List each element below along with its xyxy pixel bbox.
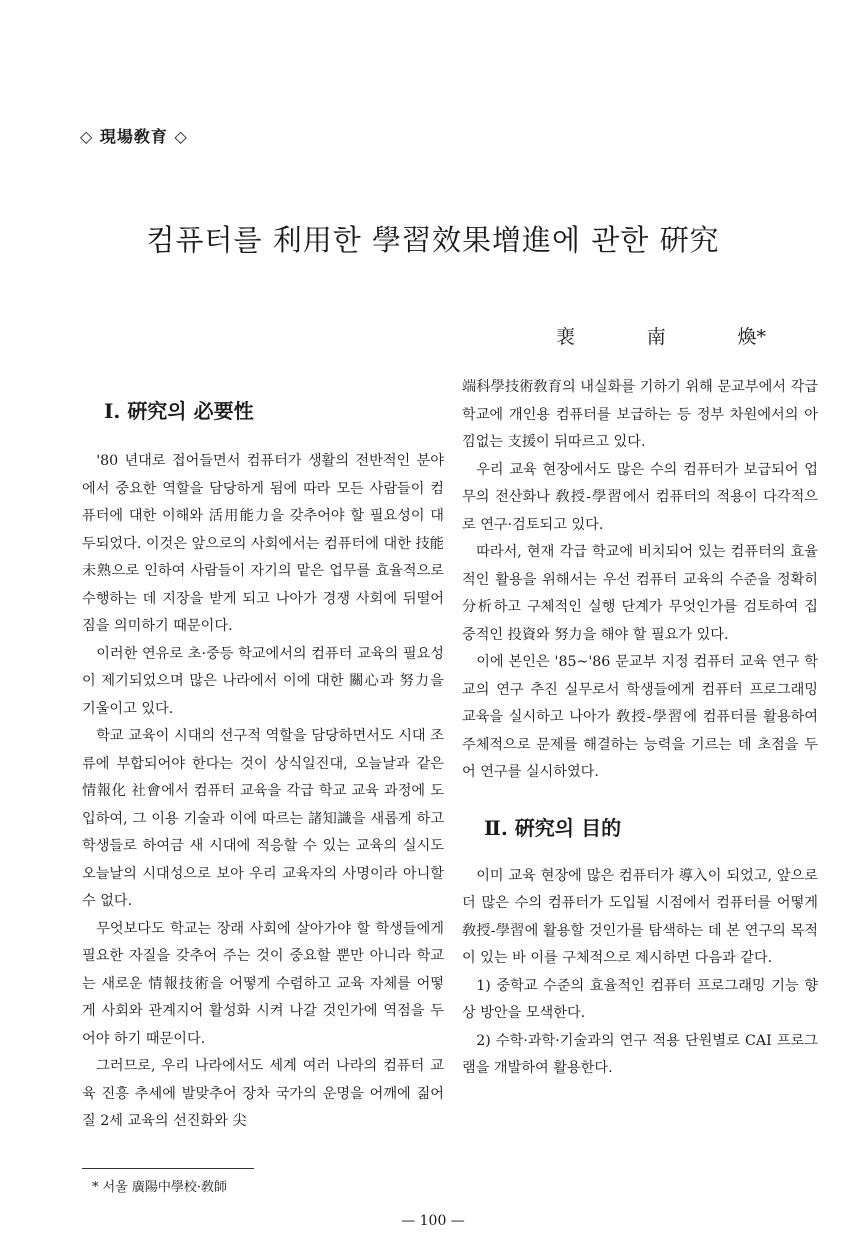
paragraph: 우리 교육 현장에서도 많은 수의 컴퓨터가 보급되어 업무의 전산화나 敎授-學習에서 컴퓨터의 적용이 다각적으로 연구·검토되고 있다. [462, 461, 818, 533]
paper-title: 컴퓨터를 利用한 學習效果增進에 관한 硏究 [146, 223, 720, 257]
paragraph: 무엇보다도 학교는 장래 사회에 살아가야 할 학생들에게 필요한 자질을 갖추어 주는 것이 중요할 뿐만 아니라 학교는 새로운 情報技術을 어떻게 수렴하고 교육 자체를 어떻게 사회와 관계지어 활성화 시켜 나갈 것인가에 역점을 두어야 하기 때문이다. [82, 920, 444, 1047]
paragraph: 이미 교육 현장에 많은 컴퓨터가 導入이 되었고, 앞으로 더 많은 수의 컴퓨터가 도입될 시점에서 컴퓨터를 어떻게 敎授-學習에 활용할 것인가를 탐색하는 데 본 연구의 목적이 있는 바 이를 구체적으로 제시하면 다음과 같다. [462, 867, 818, 966]
section-heading-2: Ⅱ. 硏究의 目的 [484, 815, 622, 840]
author-char-1: 裵 [556, 326, 576, 348]
section-tag: ◇ 現場敎育 ◇ [80, 127, 188, 146]
paragraph: 이에 본인은 '85~'86 문교부 지정 컴퓨터 교육 연구 학교의 연구 추진 실무로서 학생들에게 컴퓨터 프로그래밍 교육을 실시하고 나아가 敎授-學習에 컴퓨터를 활용하여 주체적으로 문제를 해결하는 능력을 기르는 데 초점을 두어 연구를 실시하였다. [462, 654, 818, 780]
author-name [556, 322, 766, 349]
paragraph: 이러한 연유로 초·중등 학교에서의 컴퓨터 교육의 필요성이 제기되었으며 많은 나라에서 이에 대한 關心과 努力을 기울이고 있다. [82, 645, 444, 717]
paragraph-continuation: 端科學技術敎育의 내실화를 기하기 위해 문교부에서 각급 학교에 개인용 컴퓨터를 보급하는 등 정부 차원에서의 아낌없는 支援이 뒤따르고 있다. [462, 379, 818, 450]
paragraph: 그러므로, 우리 나라에서도 세계 여러 나라의 컴퓨터 교육 진흥 추세에 발맞추어 장차 국가의 운명을 어깨에 짊어질 2세 교육의 선진화와 尖 [82, 1058, 444, 1129]
section-heading-1: Ⅰ. 硏究의 必要性 [104, 399, 254, 423]
footnote: * 서울 廣陽中學校·敎師 [92, 1180, 228, 1195]
paragraph: 학교 교육이 시대의 선구적 역할을 담당하면서도 시대 조류에 부합되어야 한다는 것이 상식일진대, 오늘날과 같은 情報化 社會에서 컴퓨터 교육을 각급 학교 교육 과정에 도입하여, 그 이용 기술과 이에 따르는 諸知識을 새롭게 하고 학생들로 하여금 새 시대에 적응할 수 있는 교육의 실시도 오늘날의 시대성으로 보아 우리 교육자의 사명이라 아니할 수 없다. [82, 728, 444, 909]
list-item: 2) 수학·과학·기술과의 연구 적용 단원별로 CAI 프로그램을 개발하여 활용한다. [462, 1032, 818, 1076]
right-column [462, 374, 818, 1083]
author-char-3: 煥* [737, 326, 766, 348]
page-number: — 100 — [401, 1213, 465, 1229]
author-char-2: 南 [646, 326, 666, 348]
footnote-divider [82, 1168, 254, 1169]
list-item: 1) 중학교 수준의 효율적인 컴퓨터 프로그래밍 기능 향상 방안을 모색한다. [462, 977, 818, 1021]
paragraph: 따라서, 현재 각급 학교에 비치되어 있는 컴퓨터의 효율적인 활용을 위해서는 우선 컴퓨터 교육의 수준을 정확히 分析하고 구체적인 실행 단계가 무엇인가를 검토하여 집중적인 投資와 努力을 해야 할 필요가 있다. [462, 544, 818, 643]
paragraph: '80 년대로 접어들면서 컴퓨터가 생활의 전반적인 분야에서 중요한 역할을 담당하게 됨에 따라 모든 사람들이 컴퓨터에 대한 이해와 活用能力을 갖추어야 할 필요성이 대두되었다. 이것은 앞으로의 사회에서는 컴퓨터에 대한 技能未熟으로 인하여 사람들이 자기의 맡은 업무를 효율적으로 수행하는 데 지장을 받게 되고 나아가 경쟁 사회에 뒤떨어짐을 의미하기 때문이다. [82, 453, 444, 634]
left-column [82, 396, 444, 1136]
